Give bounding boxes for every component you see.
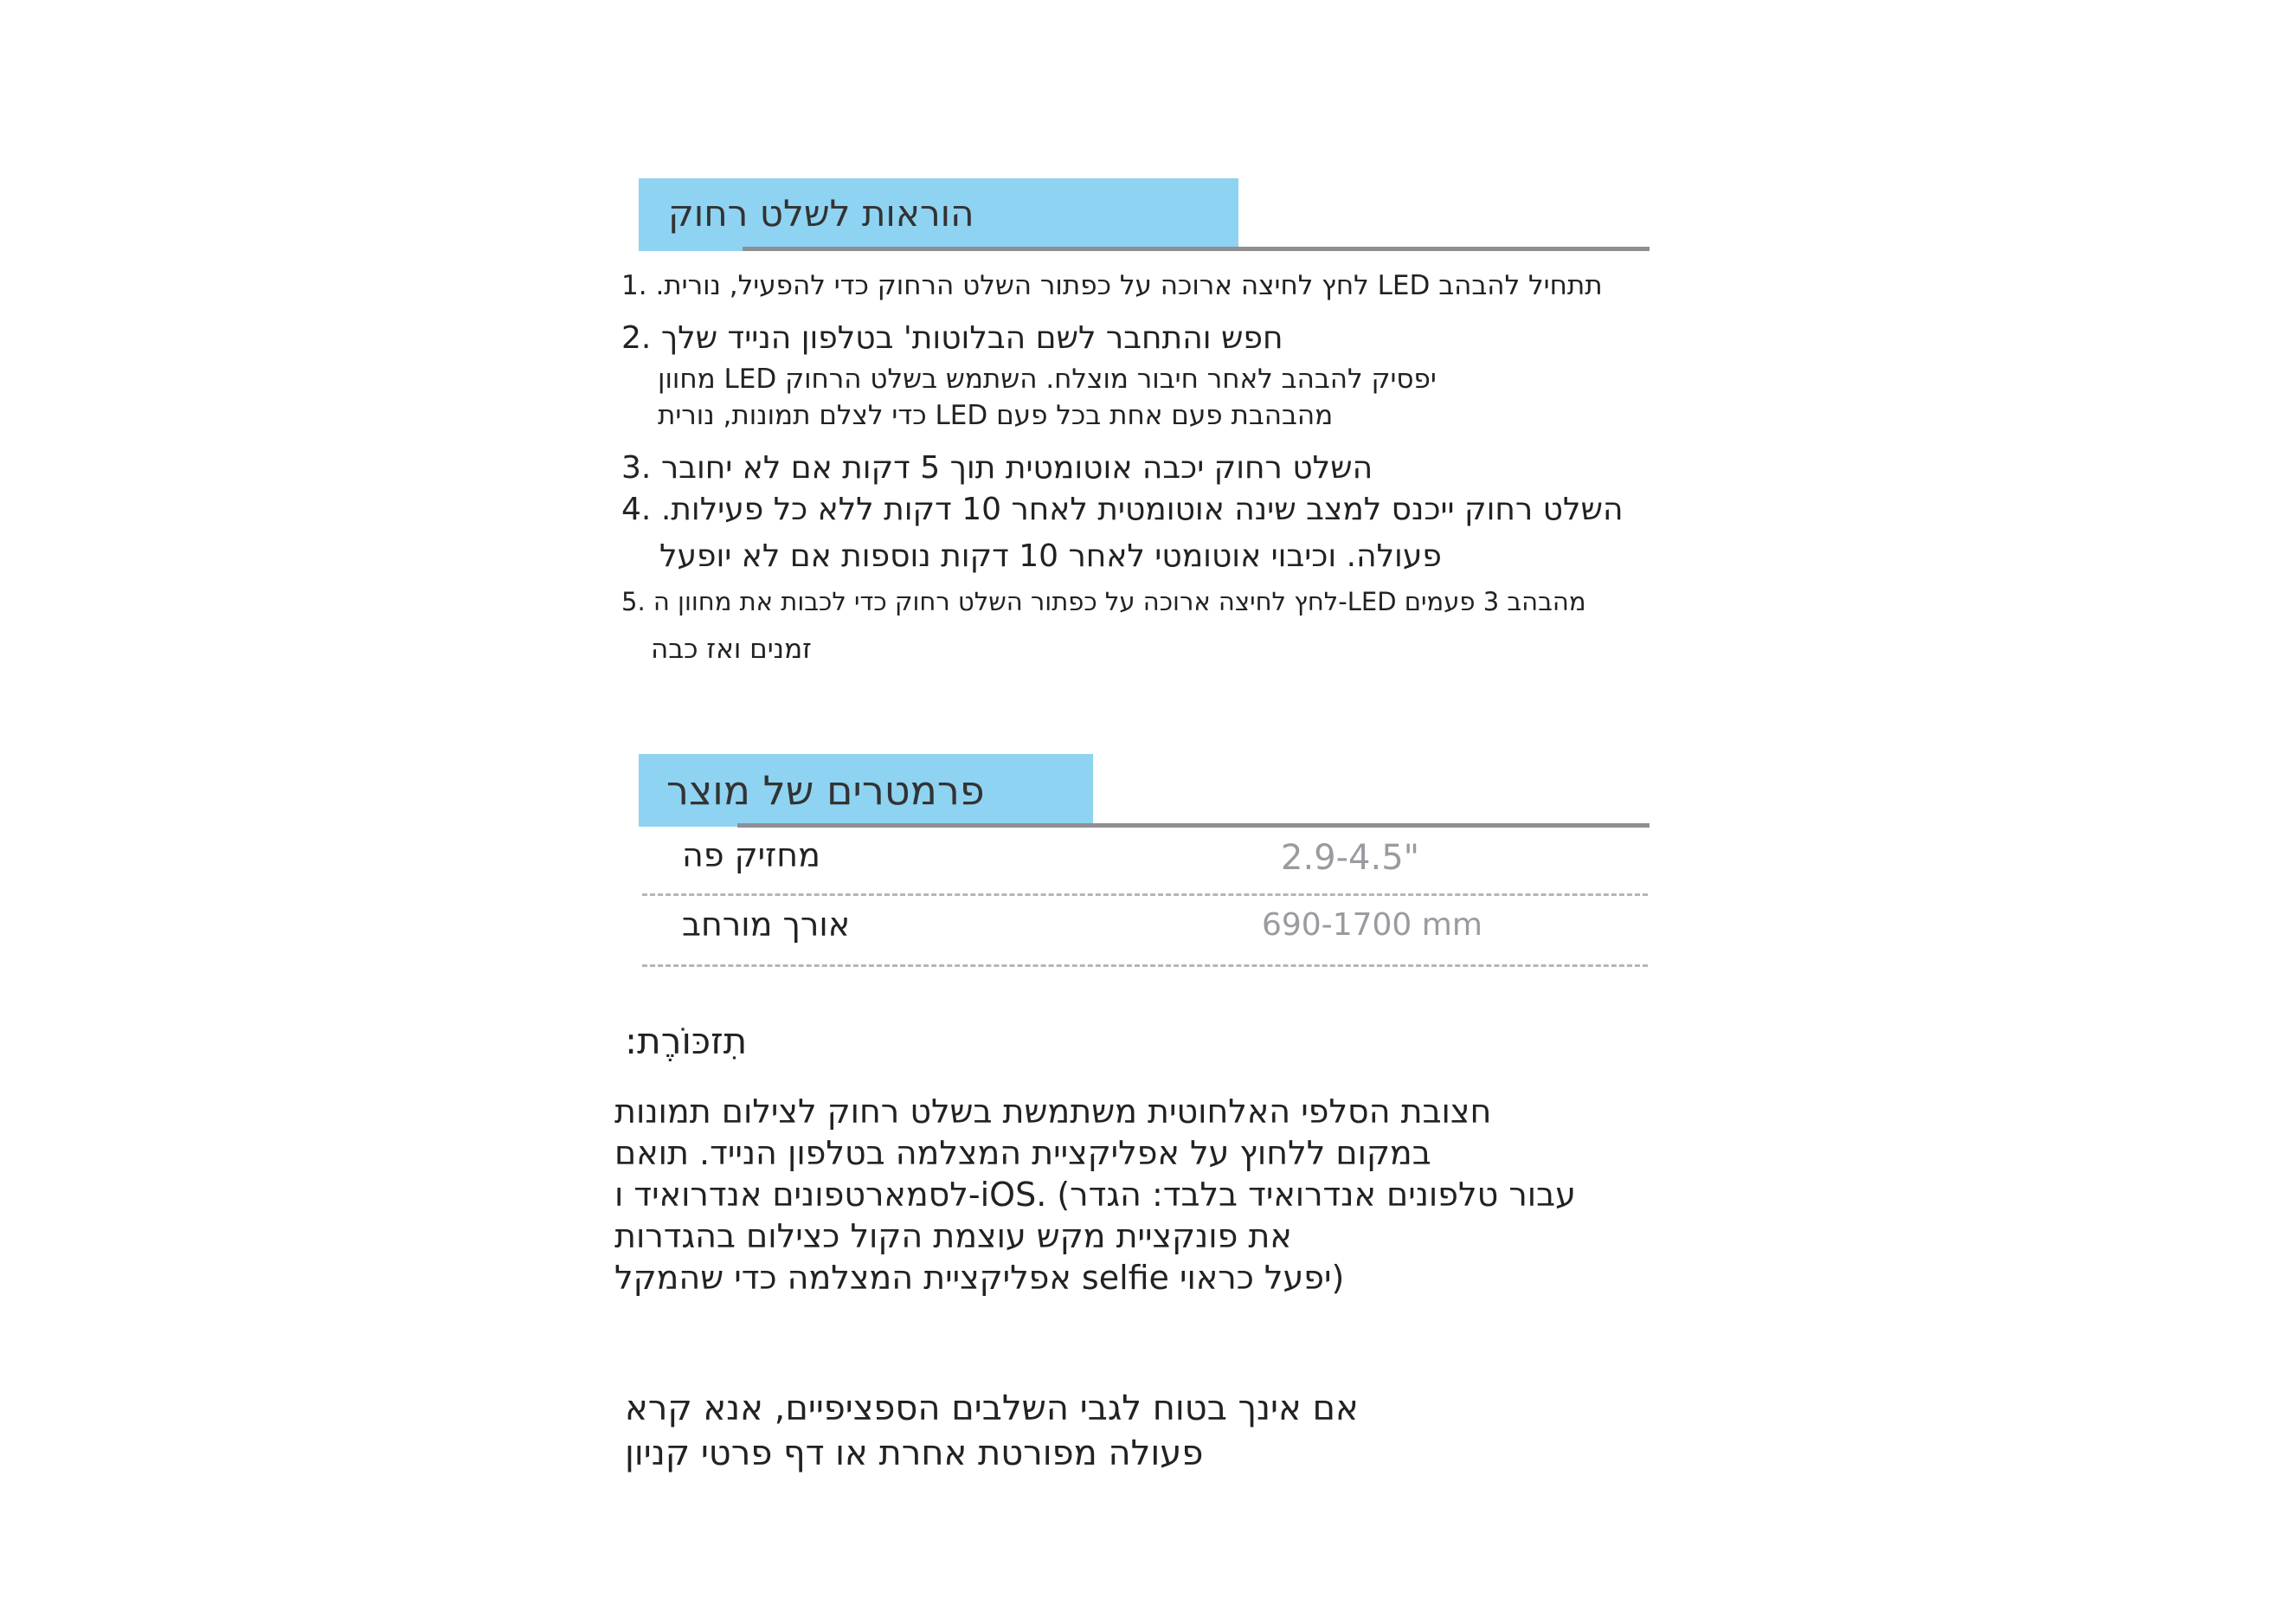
product-params-rule (737, 823, 1650, 828)
closing-line-2: פעולה מפורטת אחרת או דף פרטי קניון (625, 1434, 1204, 1473)
reminder-line-3: עבור טלפונים אנדרואיד בלבד: הגדר) .iOS-לסמארטפונים אנדרואיד ו (614, 1176, 1576, 1214)
instruction-item-4 (621, 492, 1624, 527)
remote-instructions-rule (743, 247, 1650, 251)
item-number: 5. (621, 587, 646, 616)
remote-instructions-title: הוראות לשלט רחוק (668, 192, 974, 235)
item-number: 1. (621, 270, 647, 301)
reminder-title: תִזכּוֹרֶת: (625, 1020, 748, 1062)
instruction-item-2 (621, 320, 1283, 356)
instruction-item-3 (621, 450, 1373, 486)
item-text: מהבהב 3 פעמים LED-לחץ לחיצה ארוכה על כפתור השלט רחוק כדי לכבות את מחוון ה (653, 587, 1586, 616)
item-text: תתחיל להבהב LED לחץ לחיצה ארוכה על כפתור השלט הרחוק כדי להפעיל, נורית. (655, 270, 1603, 301)
reminder-line-5: (יפעל כראוי selfie אפליקציית המצלמה כדי שהמקל (614, 1259, 1345, 1297)
param-value-extended-length: 690-1700 mm (1262, 907, 1482, 943)
reminder-line-1: חצובת הסלפי האלחוטית משתמשת בשלט רחוק לצילום תמונות (614, 1092, 1492, 1131)
item-number: 2. (621, 320, 652, 356)
item-text: השלט רחוק ייכנס למצב שינה אוטומטית לאחר 10 דקות ללא כל פעילות. (660, 492, 1624, 527)
closing-line-1: אם אינך בטוח לגבי השלבים הספציפיים, אנא קרא (625, 1389, 1359, 1428)
param-label-extended-length: אורך מורחב (682, 905, 851, 944)
reminder-line-4: את פונקציית מקש עוצמת הקול כצילום בהגדרות (614, 1217, 1292, 1255)
item-number: 3. (621, 450, 652, 486)
instruction-item-1 (621, 270, 1603, 301)
param-value-mouthpiece: 2.9-4.5" (1281, 838, 1420, 878)
item-text: השלט רחוק יכבה אוטומטית תוך 5 דקות אם לא יחובר (660, 450, 1373, 486)
param-divider (642, 964, 1648, 967)
item-text: חפש והתחבר לשם הבלוטות' בטלפון הנייד שלך (660, 320, 1283, 356)
item-number: 4. (621, 492, 652, 527)
instruction-item-5-line-2: זמנים ואז כבה (651, 634, 812, 665)
instruction-item-2-line-3: מהבהבת פעם אחת בכל פעם LED כדי לצלם תמונות, נורית (658, 400, 1334, 431)
param-label-mouthpiece: מחזיק פה (682, 836, 820, 874)
instruction-item-4-line-2: פעולה. וכיבוי אוטומטי לאחר 10 דקות נוספות אם לא יופעל (659, 538, 1442, 574)
product-params-title: פרמטרים של מוצר (666, 767, 985, 814)
instruction-item-5 (621, 587, 1586, 616)
reminder-line-2: במקום ללחוץ על אפליקציית המצלמה בטלפון הנייד. תואם (614, 1134, 1431, 1172)
instruction-item-2-line-2: יפסיק להבהב לאחר חיבור מוצלח. השתמש בשלט הרחוק LED מחוון (658, 364, 1437, 395)
param-divider (642, 893, 1648, 896)
